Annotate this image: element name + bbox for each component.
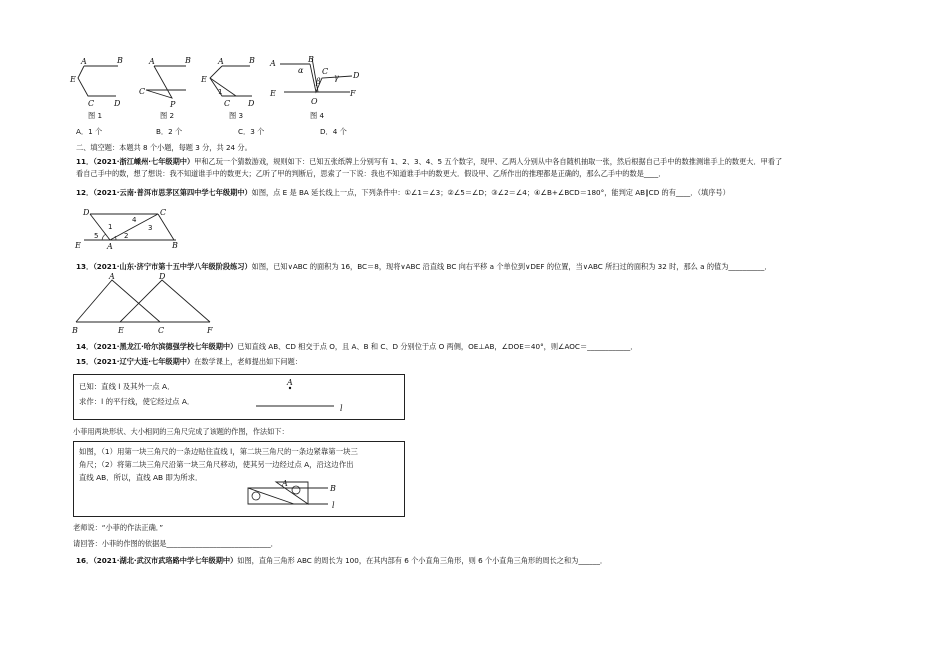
option-c: C．3 个 — [238, 127, 265, 136]
option-b: B．2 个 — [156, 127, 183, 136]
q16-text: 如图，直角三角形 ABC 的周长为 100，在其内部有 6 个小直角三角形，则 6 个小直角三角形的周长之和为______． — [237, 556, 608, 565]
q12-label-B: B — [172, 241, 178, 250]
fig4-label-A: A — [270, 59, 276, 68]
q13-label-B: B — [72, 326, 78, 335]
q14-source: （2021·黑龙江·哈尔滨德强学校七年级期中） — [93, 342, 238, 351]
q13-label-F: F — [207, 326, 213, 335]
figure-1 — [68, 52, 138, 110]
q16-line — [76, 556, 607, 565]
q12-source: （2021·云南·普洱市思茅区第四中学七年级期中） — [93, 188, 252, 197]
q11-source: （2021·浙江嵊州·七年级期中） — [93, 157, 195, 166]
fig1-label-C: C — [88, 99, 95, 108]
q16-number: 16． — [76, 556, 94, 565]
fig2-label-B: B — [185, 56, 191, 65]
fig4-label-B: B — [308, 55, 314, 64]
q14-text: 已知直线 AB、CD 相交于点 O，且 A、B 和 C、D 分别位于点 O 两侧，OE⊥AB，∠DOE＝40°，则∠AOC＝____________． — [237, 342, 638, 351]
q13-figure — [70, 272, 220, 336]
q15-box1-line2: 求作：l 的平行线，使它经过点 A． — [79, 397, 195, 406]
fig1-label-B: B — [117, 56, 123, 65]
q14-line — [76, 342, 637, 351]
fig3-label-E: E — [201, 75, 207, 84]
section-title: 二、填空题：本题共 8 个小题，每题 3 分，共 24 分。 — [76, 143, 252, 152]
fig1-caption: 图 1 — [88, 111, 103, 120]
q15-line — [76, 357, 302, 366]
option-a: A．1 个 — [76, 127, 103, 136]
q12-label-2: 2 — [124, 232, 129, 240]
fig1-label-D: D — [114, 99, 121, 108]
q15-box1-label-A: A — [287, 378, 293, 387]
q16-source: （2021·湖北·武汉市武珞路中学七年级期中） — [93, 556, 238, 565]
q12-number: 12． — [76, 188, 94, 197]
q12-label-A: A — [107, 242, 113, 250]
fig4-label-O: O — [311, 97, 318, 106]
figure-4 — [266, 52, 366, 110]
q13-label-C: C — [158, 326, 165, 335]
fig3-label-C: C — [224, 99, 231, 108]
q15-box-given — [73, 374, 405, 420]
q13-text: 如图，已知∨ABC 的面积为 16，BC＝8，现将∨ABC 沿直线 BC 向右平移 a 个单位到∨DEF 的位置，当∨ABC 所扫过的面积为 32 时，那么 a 的值为__________． — [251, 262, 772, 271]
fig2-label-A: A — [149, 57, 155, 66]
fig2-label-P: P — [170, 100, 176, 109]
q15-box2-label-A: A — [282, 479, 288, 488]
q12-label-5: 5 — [94, 232, 99, 240]
fig4-caption: 图 4 — [310, 111, 325, 120]
q15-box2-line3: 直线 AB．所以，直线 AB 即为所求． — [79, 473, 203, 482]
fig3-label-A: A — [218, 57, 224, 66]
q15-teacher: 老师说：“小菲的作法正确．” — [73, 523, 164, 532]
fig3-label-D: D — [248, 99, 255, 108]
q15-answer: 请回答：小菲的作图的依据是_____________________________． — [73, 539, 278, 548]
q11-number: 11． — [76, 157, 94, 166]
q15-box2-line2: 角尺；（2）将第二块三角尺沿第一块三角尺移动，使其另一边经过点 A，沿这边作出 — [79, 460, 354, 469]
fig4-label-F: F — [350, 89, 356, 98]
figure-2 — [138, 52, 198, 110]
fig4-label-gamma: γ — [334, 73, 339, 82]
q14-number: 14． — [76, 342, 94, 351]
q12-label-D: D — [83, 208, 90, 217]
fig3-caption: 图 3 — [229, 111, 244, 120]
q13-label-D: D — [159, 272, 166, 281]
q15-box2-line1: 如图，（1）用第一块三角尺的一条边贴住直线 l，第二块三角尺的一条边紧靠第一块三 — [79, 447, 358, 456]
q15-number: 15． — [76, 357, 94, 366]
q12-label-4: 4 — [132, 216, 137, 224]
q15-after: 小菲用两块形状、大小相同的三角尺完成了该题的作图，作法如下： — [73, 427, 289, 436]
q15-box1-line1: 已知：直线 l 及其外一点 A． — [79, 382, 175, 391]
q13-line — [76, 262, 772, 271]
fig3-label-B: B — [249, 56, 255, 65]
fig4-label-D: D — [353, 71, 360, 80]
fig2-label-C: C — [139, 87, 146, 96]
q15-box2-figure — [242, 476, 352, 514]
fig3-label-1: 1 — [218, 88, 223, 96]
fig1-label-A: A — [81, 57, 87, 66]
q11-text-2: 看自己手中的数，想了想说：我不知道谁手中的数更大；乙听了甲的判断后，思索了一下说：我也不知道谁手中的数更大．假设甲、乙所作出的推理都是正确的，那么乙手中的数是____． — [76, 169, 666, 178]
q11-line1 — [76, 157, 782, 166]
q11-text-1: 甲和乙玩一个猜数游戏，规则如下：已知五张纸牌上分别写有 1、2、3、4、5 五个数字，现甲、乙两人分别从中各自随机抽取一张，然后根据自己手中的数推测谁手上的数更大．甲看了 — [194, 157, 783, 166]
fig2-caption: 图 2 — [160, 111, 175, 120]
q12-line — [76, 188, 730, 197]
q15-box1-label-l: l — [340, 404, 343, 413]
q13-label-A: A — [109, 272, 115, 281]
q15-box2-label-B: B — [330, 484, 336, 493]
fig4-label-beta: β — [316, 77, 321, 86]
q12-label-C: C — [160, 208, 167, 217]
option-d: D．4 个 — [320, 127, 347, 136]
q15-source: （2021·辽宁大连·七年级期中） — [93, 357, 195, 366]
q15-box1-figure — [244, 377, 354, 415]
fig4-label-E: E — [270, 89, 276, 98]
fig4-label-C: C — [322, 67, 329, 76]
q15-box2-label-l: l — [332, 501, 335, 510]
q12-label-1: 1 — [108, 223, 113, 231]
fig4-label-alpha: α — [298, 66, 304, 75]
fig1-label-E: E — [70, 75, 76, 84]
q12-label-E: E — [75, 241, 81, 250]
q13-label-E: E — [118, 326, 124, 335]
q15-text: 在数学课上，老师提出如下问题： — [194, 357, 302, 366]
q12-figure — [74, 202, 186, 250]
q12-text: 如图，点 E 是 BA 延长线上一点，下列条件中：①∠1＝∠3；②∠5＝∠D；③∠2＝∠4；④∠B+∠BCD＝180°，能判定 AB∥CD 的有____．（填序号） — [251, 188, 730, 197]
q15-box-method — [73, 441, 405, 517]
figure-3 — [198, 52, 260, 110]
q13-source: （2021·山东·济宁市第十五中学八年级阶段练习） — [93, 262, 252, 271]
q13-number: 13． — [76, 262, 94, 271]
q12-label-3: 3 — [148, 224, 153, 232]
